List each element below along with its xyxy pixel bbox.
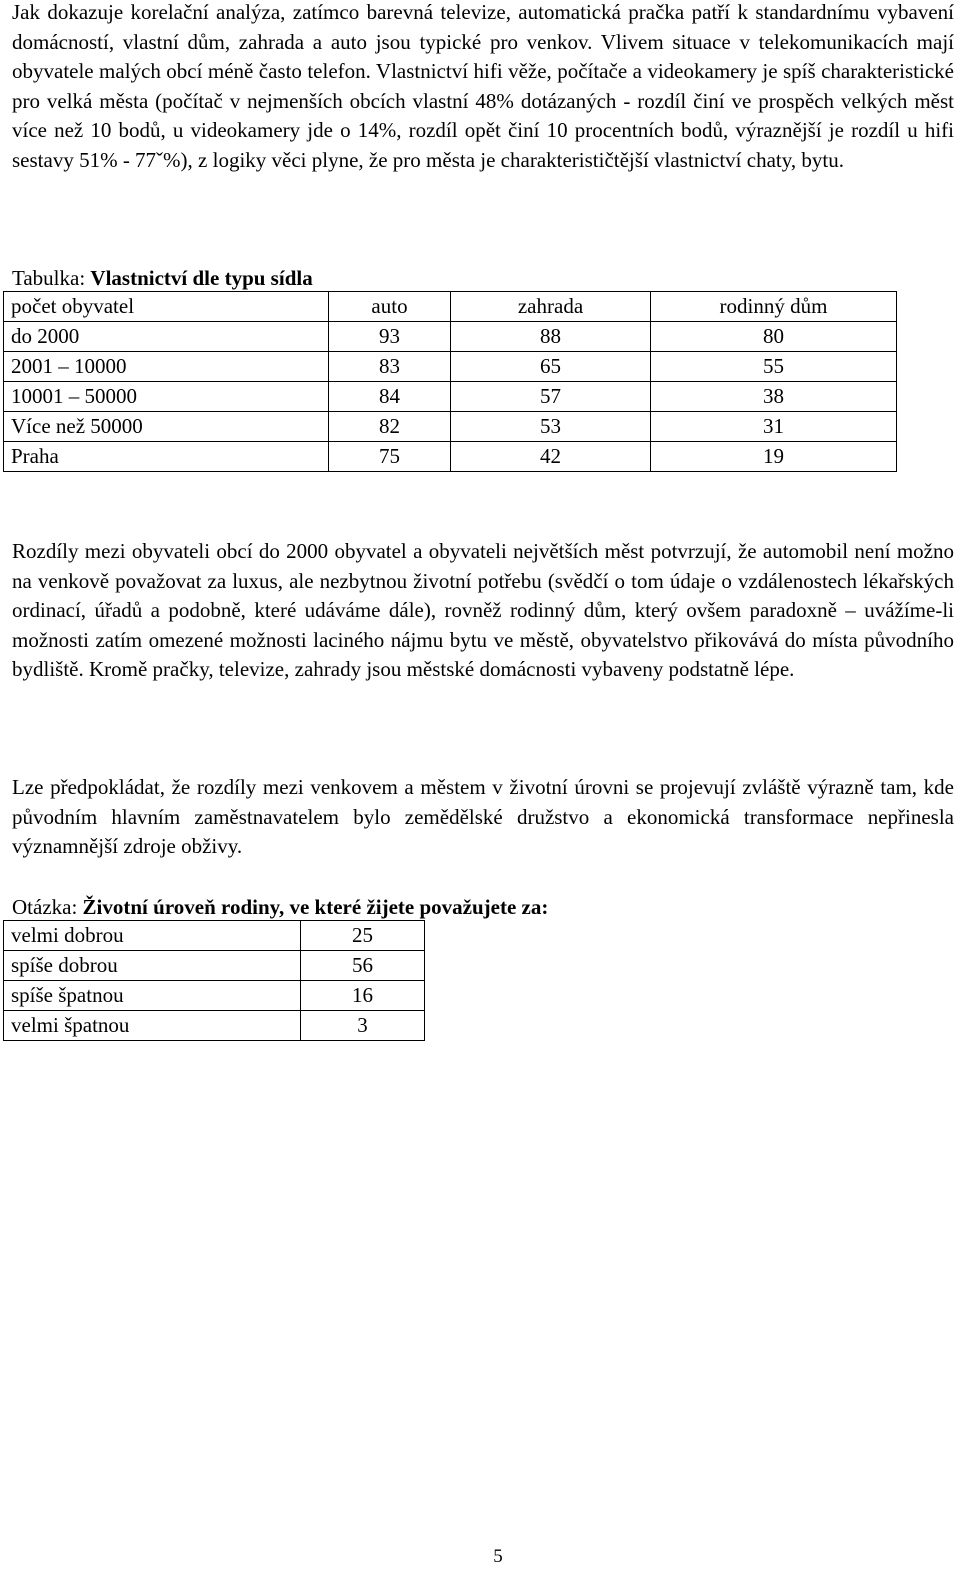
header-cell: počet obyvatel <box>4 292 329 322</box>
table-cell: 53 <box>451 412 651 442</box>
question-caption <box>12 892 548 922</box>
table-row <box>4 442 897 472</box>
table-cell: 2001 – 10000 <box>4 352 329 382</box>
caption-title: Vlastnictví dle typu sídla <box>90 266 313 290</box>
table-cell: 55 <box>651 352 897 382</box>
table-cell: 75 <box>329 442 451 472</box>
table-cell: Více než 50000 <box>4 412 329 442</box>
caption-prefix: Tabulka: <box>12 266 91 290</box>
table-cell: 83 <box>329 352 451 382</box>
table-cell: 88 <box>451 322 651 352</box>
table-row <box>4 1011 425 1041</box>
table-row <box>4 322 897 352</box>
table-row <box>4 981 425 1011</box>
table-cell: spíše špatnou <box>4 981 301 1011</box>
table-row <box>4 352 897 382</box>
question-title: Životní úroveň rodiny, ve které žijete považujete za: <box>82 895 549 919</box>
header-cell: rodinný dům <box>651 292 897 322</box>
table-cell: 10001 – 50000 <box>4 382 329 412</box>
table-cell: 93 <box>329 322 451 352</box>
page-number: 5 <box>493 1546 503 1567</box>
table-cell: Praha <box>4 442 329 472</box>
question-prefix: Otázka: <box>12 895 83 919</box>
table-cell: 31 <box>651 412 897 442</box>
table-cell: 57 <box>451 382 651 412</box>
table-cell: spíše dobrou <box>4 951 301 981</box>
living-standard-table <box>3 920 425 1041</box>
paragraph-intro: Jak dokazuje korelační analýza, zatímco barevná televize, automatická pračka patří k standardnímu vybavení domácností, vlastní dům, zahrada a auto jsou typické pro venkov. Vlivem situace v telekomunikacích mají obyvatele malých obcí méně často telefon. Vlastnictví hifi věže, počítače a videokamery je spíš charakteristické pro velká města (počítač v nejmenších obcích vlastní 48% dotázaných - rozdíl činí ve prospěch velkých měst více než 10 bodů, u videokamery jde o 14%, rozdíl opět činí 10 procentních bodů, výraznější je rozdíl u hifi sestavy 51% - 77ˇ%), z logiky věci plyne, že pro města je charakterističtější vlastnictví chaty, bytu. <box>12 0 954 172</box>
table-cell: 16 <box>301 981 425 1011</box>
header-cell: auto <box>329 292 451 322</box>
paragraph-assumption: Lze předpokládat, že rozdíly mezi venkovem a městem v životní úrovni se projevují zvláště výrazně tam, kde původním hlavním zaměstnavatelem bylo zemědělské družstvo a ekonomická transformace nepřinesla významnější zdroje obživy. <box>12 775 954 859</box>
table-row <box>4 382 897 412</box>
table-row <box>4 921 425 951</box>
table-cell: velmi špatnou <box>4 1011 301 1041</box>
table-caption-ownership <box>12 263 313 293</box>
table-cell: 19 <box>651 442 897 472</box>
table-cell: 84 <box>329 382 451 412</box>
paragraph-differences: Rozdíly mezi obyvateli obcí do 2000 obyvatel a obyvateli největších měst potvrzují, že automobil není možno na venkově považovat za luxus, ale nezbytnou životní potřebu (svědčí o tom údaje o vzdálenostech lékařských ordinací, úřadů a podobně, které udáváme dále), rovněž rodinný dům, který ovšem paradoxně – uvážíme-li možnosti zatím omezené možnosti laciného nájmu bytu ve městě, obyvatelstvo přikovává do místa původního bydliště. Kromě pračky, televize, zahrady jsou městské domácnosti vybaveny podstatně lépe. <box>12 539 954 682</box>
table-cell: 82 <box>329 412 451 442</box>
table-cell: velmi dobrou <box>4 921 301 951</box>
table-row <box>4 951 425 981</box>
table-row <box>4 412 897 442</box>
table-cell: 3 <box>301 1011 425 1041</box>
ownership-table <box>3 291 897 472</box>
table-cell: 56 <box>301 951 425 981</box>
table-cell: do 2000 <box>4 322 329 352</box>
header-cell: zahrada <box>451 292 651 322</box>
table-cell: 80 <box>651 322 897 352</box>
table-cell: 65 <box>451 352 651 382</box>
table-header-row <box>4 292 897 322</box>
table-cell: 38 <box>651 382 897 412</box>
table-cell: 42 <box>451 442 651 472</box>
table-cell: 25 <box>301 921 425 951</box>
